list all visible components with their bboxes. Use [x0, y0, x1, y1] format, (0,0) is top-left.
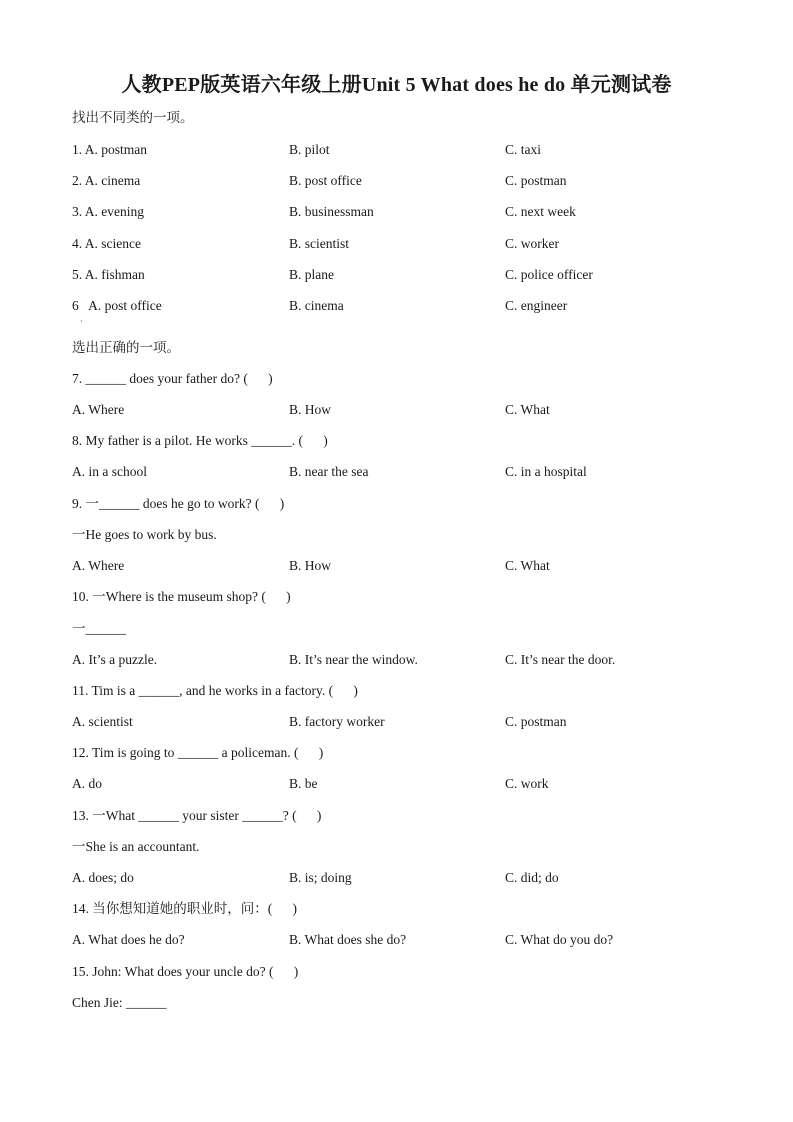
q5-option-b: B. plane [289, 267, 334, 282]
q6-option-b: B. cinema [289, 298, 344, 313]
q8-option-c: C. in a hospital [505, 464, 587, 479]
section-heading-choose-correct: 选出正确的一项。 [72, 340, 180, 355]
q7-stem: 7. ______ does your father do? ( ) [72, 371, 273, 386]
q2-option-c: C. postman [505, 173, 567, 188]
q13-option-a: A. does; do [72, 870, 134, 885]
q14-option-c: C. What do you do? [505, 932, 614, 947]
q1-option-a: 1. A. postman [72, 142, 148, 157]
q8-option-a: A. in a school [72, 464, 147, 479]
q14-option-a: A. What does he do? [72, 932, 185, 947]
q5-option-c: C. police officer [505, 267, 593, 282]
q13-option-c: C. did; do [505, 870, 559, 885]
q13-stem: 13. 一What ______ your sister ______? ( ) [72, 808, 322, 823]
q14-stem: 14. 当你想知道她的职业时，问：( ) [72, 901, 297, 916]
q10-option-b: B. It’s near the window. [289, 652, 418, 667]
q4-option-b: B. scientist [289, 236, 349, 251]
q12-stem: 12. Tim is going to ______ a policeman. ( ) [72, 745, 324, 760]
q4-option-c: C. worker [505, 236, 559, 251]
q9-option-c: C. What [505, 558, 550, 573]
q6-option-c: C. engineer [505, 298, 568, 313]
q11-option-c: C. postman [505, 714, 567, 729]
q7-option-c: C. What [505, 402, 550, 417]
q13-option-b: B. is; doing [289, 870, 352, 885]
q10-option-a: A. It’s a puzzle. [72, 652, 158, 667]
q4-option-a: 4. A. science [72, 236, 141, 251]
q1-option-c: C. taxi [505, 142, 541, 157]
page-title: 人教PEP版英语六年级上册Unit 5 What does he do 单元测试卷 [121, 74, 672, 96]
q9-stem: 9. 一______ does he go to work? ( ) [72, 496, 285, 511]
q7-option-a: A. Where [72, 402, 125, 417]
q9-option-a: A. Where [72, 558, 125, 573]
q12-option-b: B. be [289, 776, 318, 791]
q8-stem: 8. My father is a pilot. He works ______. ( ) [72, 433, 328, 448]
q2-option-b: B. post office [289, 173, 362, 188]
q11-option-b: B. factory worker [289, 714, 385, 729]
q14-option-b: B. What does she do? [289, 932, 407, 947]
section-heading-odd-one-out: 找出不同类的一项。 [72, 110, 194, 125]
q1-option-b: B. pilot [289, 142, 330, 157]
q11-option-a: A. scientist [72, 714, 133, 729]
q13-reply: 一She is an accountant. [72, 839, 200, 854]
q7-option-b: B. How [289, 402, 332, 417]
q2-option-a: 2. A. cinema [72, 173, 141, 188]
q10-option-c: C. It’s near the door. [505, 652, 616, 667]
q9-reply: 一He goes to work by bus. [72, 527, 217, 542]
q15-stem: 15. John: What does your uncle do? ( ) [72, 964, 299, 979]
q11-stem: 11. Tim is a ______, and he works in a factory. ( ) [72, 683, 358, 698]
q3-option-b: B. businessman [289, 204, 374, 219]
q5-option-a: 5. A. fishman [72, 267, 145, 282]
q10-stem: 10. 一Where is the museum shop? ( ) [72, 589, 291, 604]
q10-reply: 一______ [72, 621, 126, 636]
stray-dot-mark: · [80, 317, 83, 326]
q8-option-b: B. near the sea [289, 464, 369, 479]
q9-option-b: B. How [289, 558, 332, 573]
q3-option-a: 3. A. evening [72, 204, 144, 219]
q12-option-a: A. do [72, 776, 102, 791]
q15-reply: Chen Jie: ______ [72, 995, 167, 1010]
q3-option-c: C. next week [505, 204, 576, 219]
q6-option-a: 6 A. post office [72, 298, 162, 313]
q12-option-c: C. work [505, 776, 549, 791]
